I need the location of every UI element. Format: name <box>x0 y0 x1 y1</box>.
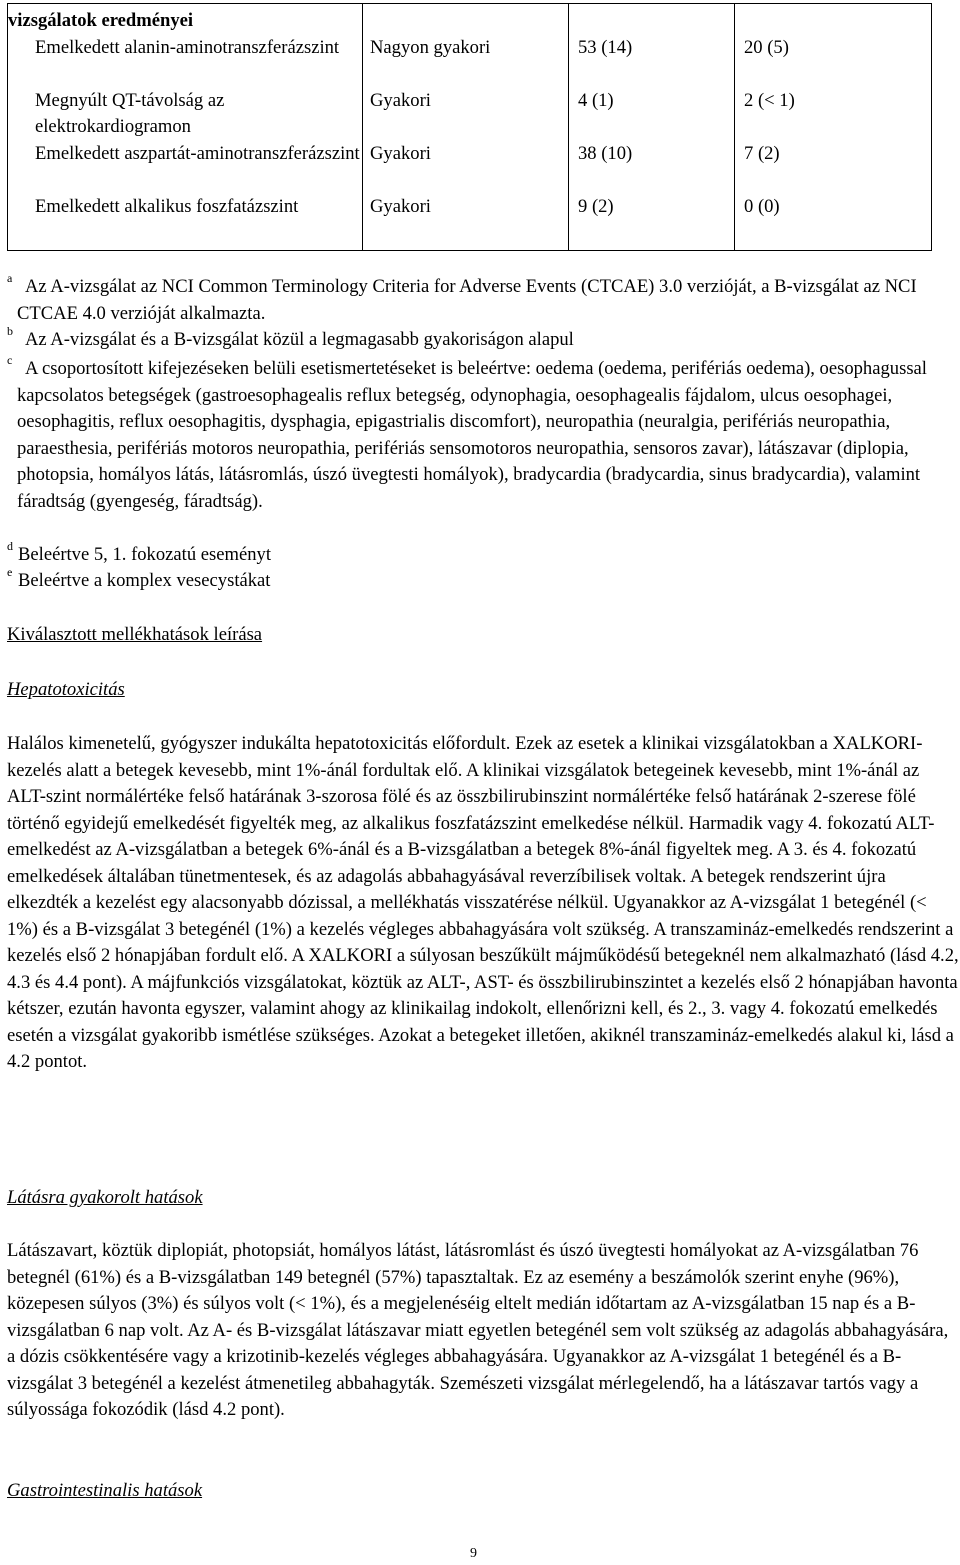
table-row <box>8 4 932 251</box>
table-cell-label: Emelkedett aszpartát-aminotranszferázszint <box>35 143 360 164</box>
table-cell-label: Emelkedett alanin-aminotranszferázszint <box>35 37 340 58</box>
table-cell-label: Emelkedett alkalikus foszfatázszint <box>35 196 299 217</box>
table-cell-study-a: 38 (10) <box>578 143 633 164</box>
table-cell-study-b: 2 (< 1) <box>744 90 795 111</box>
subsection-title-hepatotoxicity: Hepatotoxicitás <box>7 679 125 700</box>
table-cell-study-b: 7 (2) <box>744 143 780 164</box>
table-cell-study-b: 20 (5) <box>744 37 789 58</box>
page-number: 9 <box>470 1546 477 1561</box>
table-section-header: vizsgálatok eredményei <box>8 10 194 31</box>
subsection-title-gi-effects: Gastrointestinalis hatások <box>7 1480 203 1501</box>
table-cell-frequency: Gyakori <box>370 90 431 111</box>
table-cell-frequency: Gyakori <box>370 196 431 217</box>
subsection-title-visual-effects: Látásra gyakorolt hatások <box>7 1187 203 1208</box>
footnote-d: d Beleértve 5, 1. fokozatú eseményt <box>7 539 271 565</box>
table-cell-frequency: Gyakori <box>370 143 431 164</box>
table-cell-study-b: 0 (0) <box>744 196 780 217</box>
table-cell-frequency: Nagyon gyakori <box>370 37 491 58</box>
footnote-c: c A csoportosított kifejezéseken belüli esetismertetéseket is beleértve: oedema (oedema, perifériás oedema), oesophagussal kapcsolatos betegségek (gastroesophagealis reflux betegség, odynophagia, oesophagealis fájdalom, ulcus oesophagei, oesophagitis, reflux oesophagitis, dysphagia, epigastrialis discomfort), neuropathia (neuralgia, perifériás neuropathia, paraesthesia, perifériás motoros neuropathia, perifériás sensomotoros neuropathia, sensoros zavar), látászavar (diplopia, photopsia, homályos látás, látásromlás, úszó üvegtesti homályok), bradycardia (bradycardia, sinus bradycardia), valamint fáradtság (gyengeség, fáradtság). <box>7 353 927 512</box>
footnote-a: a Az A-vizsgálat az NCI Common Terminology Criteria for Adverse Events (CTCAE) 3.0 verzióját, a B-vizsgálat az NCI CTCAE 4.0 verzióját alkalmazta. <box>7 271 917 324</box>
table-cell-study-a: 53 (14) <box>578 37 633 58</box>
paragraph-hepatotoxicity: Halálos kimenetelű, gyógyszer indukálta hepatotoxicitás előfordult. Ezek az esetek a klinikai vizsgálatokban a XALKORI-kezelés alatt a betegek kevesebb, mint 1%-ánál fordultak elő. A klinikai vizsgálatok betegeinek kevesebb, mint 1%-ánál az ALT-szint normálértéke felső határának 3-szorosa fölé és az összbilirubinszint normálértéke felső határának 2-szerese fölé történő egyidejű emelkedését figyelték meg, az alkalikus foszfatázszint emelkedése nélkül. Harmadik vagy 4. fokozatú ALT-emelkedést az A-vizsgálatban a betegek 6%-ánál és a B-vizsgálatban a betegek 8%-ánál figyeltek meg. A 3. és 4. fokozatú emelkedések általában tünetmentesek, és az adagolás abbahagyásával reverzíbilisek voltak. A betegek rendszerint újra elkezdték a kezelést egy alacsonyabb dózissal, a mellékhatás visszatérése nélkül. Ugyanakkor az A-vizsgálat 1 betegénél (< 1%) és a B-vizsgálat 3 betegénél (1%) a kezelés végleges abbahagyására volt szükség. A transzamináz-emelkedés rendszerint a kezelés első 2 hónapjában fordult elő. A XALKORI a súlyosan beszűkült májműködésű betegeknél nem alkalmazható (lásd 4.2, 4.3 és 4.4 pont). A májfunkciós vizsgálatokat, köztük az ALT-, AST- és összbilirubinszintet a kezelés első 2 hónapjában havonta kétszer, ezután havonta egyszer, valamint ahogy az klinikailag indokolt, ellenőrizni kell, és 2., 3. vagy 4. fokozatú emelkedés esetén a vizsgálat gyakoribb ismétlése szükséges. Azokat a betegeket illetően, akiknél transzamináz-emelkedés alakul ki, lásd a 4.2 pontot. <box>7 733 959 1072</box>
section-title: Kiválasztott mellékhatások leírása <box>7 624 263 645</box>
footnote-e: e Beleértve a komplex vesecystákat <box>7 565 271 591</box>
table-cell-study-a: 4 (1) <box>578 90 614 111</box>
paragraph-visual-effects: Látászavart, köztük diplopiát, photopsiát, homályos látást, látásromlást és úszó üvegtesti homályokat az A-vizsgálatban 76 betegnél (61%) és a B-vizsgálatban 149 betegnél (57%) tapasztaltak. Ez az esemény a beszámolók szerint enyhe (96%), közepesen súlyos (3%) és súlyos volt (< 1%), és a megjelenéséig eltelt medián időtartam az A-vizsgálatban 15 nap és a B-vizsgálatban 6 nap volt. Az A- és B-vizsgálat látászavar miatt egyetlen betegénél sem volt szükség az adagolás abbahagyására, a dózis csökkentésére vagy a krizotinib-kezelés végleges abbahagyására. Ugyanakkor az A-vizsgálat 1 betegénél és a B-vizsgálat 3 betegénél a kezelést átmenetileg abbahagyták. Szemészeti vizsgálat mérlegelendő, ha a látászavar tartós vagy a súlyossága fokozódik (lásd 4.2 pont). <box>7 1240 949 1420</box>
adverse-events-table <box>7 3 932 251</box>
table-cell-label: Megnyúlt QT-távolság az elektrokardiogramon <box>35 90 225 138</box>
footnote-b: b Az A-vizsgálat és a B-vizsgálat közül a legmagasabb gyakoriságon alapul <box>7 324 574 350</box>
table-cell-study-a: 9 (2) <box>578 196 614 217</box>
